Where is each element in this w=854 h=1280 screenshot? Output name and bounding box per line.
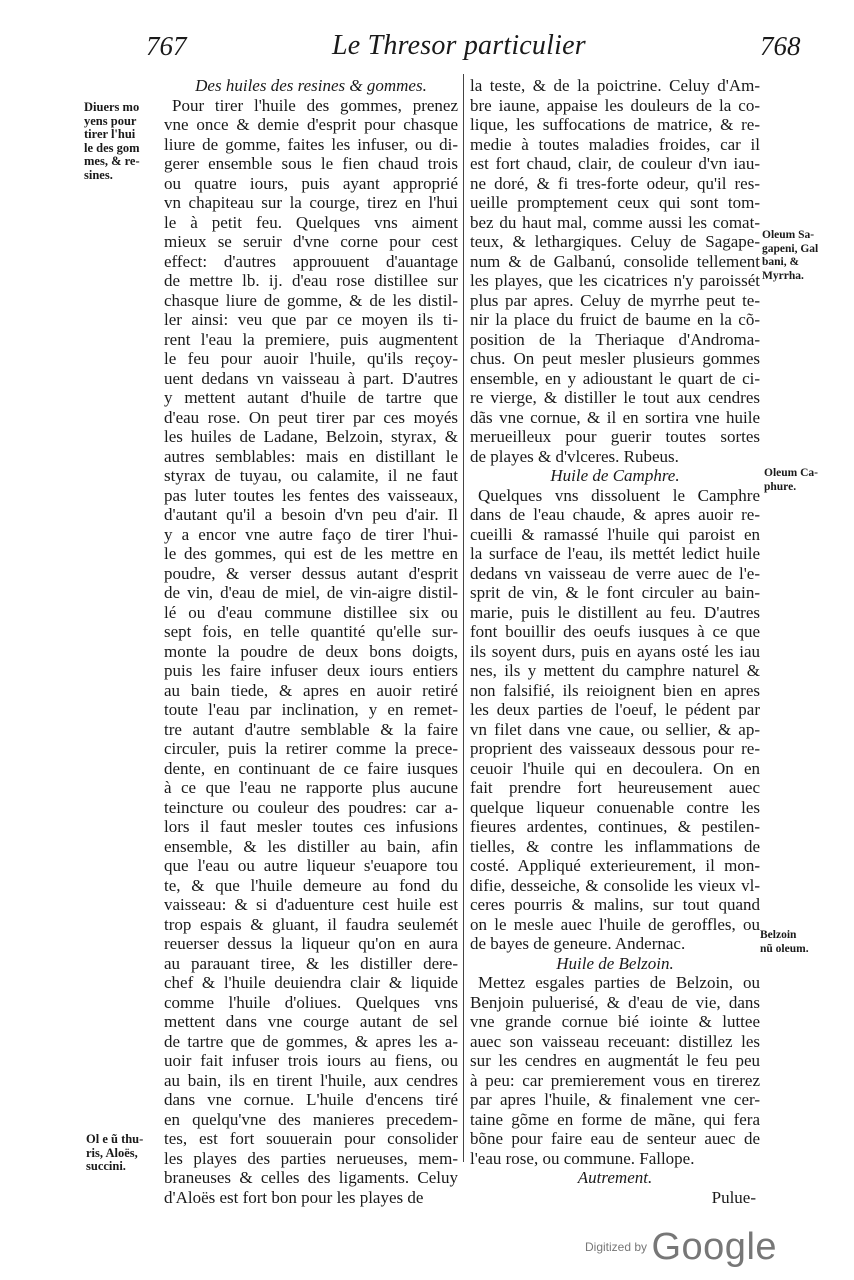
right-text-b (470, 486, 760, 954)
text-line: d'autant qu'il a besoin d'vn peu d'air. Il (164, 505, 458, 524)
margin-note-line: nũ oleum. (760, 942, 809, 955)
text-line: trop espais & gluant, il faudra seulemét (164, 914, 458, 934)
margin-note-left-2 (86, 1133, 160, 1174)
text-line: liure de gomme, faites les infuser, ou di- (164, 134, 458, 154)
margin-note-left-1 (84, 101, 158, 182)
text-line: comme l'huile d'oliues. Quelques vns (164, 992, 458, 1012)
text-line: on le mesle auec l'huile de geroffles, ou (470, 914, 760, 934)
margin-note-line: Oleum Sa- (762, 229, 815, 241)
margin-note-line: mes, & re- (84, 154, 140, 168)
text-line: ensemble, & les distiller au bain, afin (164, 836, 458, 856)
text-line: bõne pour faire eau de senteur auec de (470, 1129, 760, 1148)
text-line: la teste, & de la poictrine. Celuy d'Am- (470, 76, 760, 95)
text-line: ceuoir l'huile qui en decoulera. On en (470, 758, 760, 778)
text-line: Quelques vns dissoluent le Camphre (478, 485, 760, 505)
text-line: les playes des parties nerueuses, mem- (164, 1148, 458, 1168)
margin-note-right-1 (762, 229, 820, 283)
text-line: d'Aloës est fort bon pour les playes de (164, 1187, 424, 1207)
right-text-a (470, 76, 760, 466)
text-line: re vierge, & distiller le tout aux cendres (470, 388, 760, 407)
text-line: tielles, & contre les inflammations de (470, 836, 760, 856)
text-line: marie, puis le distillent au feu. D'autres (470, 602, 760, 622)
text-line: puis les faire infuser deux iours entiers (164, 661, 458, 680)
text-line: le feu pour auoir l'huile, qu'ils reçoy- (164, 349, 458, 368)
google-wordmark: Google (651, 1226, 778, 1268)
text-line: en quelqu'vne des manieres precedem- (164, 1109, 458, 1129)
section-heading-belzoin: Huile de Belzoin. (556, 953, 674, 973)
text-line: teincture ou couleur des poudres: car a- (164, 797, 458, 817)
left-column (164, 76, 458, 1207)
text-line: au bain tiede, & apres en auoir retiré (164, 680, 458, 700)
text-line: font bouillir des oeufs iusques à ce que (470, 622, 760, 641)
text-line: ou quatre iours, puis ayant approprié (164, 173, 458, 193)
margin-note-line: bani, & (762, 256, 800, 268)
text-line: monte la poudre de deux bons doigts, (164, 641, 458, 661)
page-number-left: 767 (146, 31, 187, 61)
text-line: ensemble, en y adioustant le quart de ci- (470, 368, 760, 388)
margin-note-line: succini. (86, 1159, 126, 1173)
text-line: dans vne cornue. L'huile d'encens tiré (164, 1090, 458, 1109)
text-line: mettent dans vne courge autant de sel (164, 1012, 458, 1031)
margin-note-line: Oleum Ca- (764, 467, 818, 479)
text-line: vn chapiteau sur la courge, tirez en l'hui (164, 193, 458, 212)
text-line: chasque liure de gomme, & de les distil- (164, 290, 458, 310)
text-line: auec son vaisseau receuant: distillez les (470, 1031, 760, 1051)
text-line: dãs vne cornue, & il en sortira vne huile (470, 407, 760, 427)
text-line: y a encor vne autre faço de tirer l'hui- (164, 524, 458, 544)
text-line: vaisseau: & si d'aduenture cest huile est (164, 895, 458, 914)
digitized-by-label: Digitized by (585, 1240, 648, 1254)
text-line: non falsifié, ils reioignent bien en apres (470, 680, 760, 700)
text-line: dans de l'eau chaude, & apres auoir re- (470, 505, 760, 524)
text-line: lé ou d'eau commune distillee six ou (164, 602, 458, 622)
text-line: d'eau rose. On peut tirer par ces moyés (164, 407, 458, 427)
text-line: les huiles de Ladane, Belzoin, styrax, & (164, 427, 458, 446)
right-column (470, 76, 760, 1207)
text-line: tes, est fort souuerain pour consolider (164, 1129, 458, 1148)
text-line: plus par apres. Celuy de myrrhe peut te- (470, 290, 760, 310)
margin-note-line: ris, Aloës, (86, 1145, 138, 1160)
text-line: Benjoin puluerisé, & d'eau de vie, dans (470, 992, 760, 1012)
section-heading-resines: Des huiles des resines & gommes. (195, 76, 427, 95)
text-line: uoir fait infuser trois iours au fiens, ou (164, 1051, 458, 1070)
section-heading-autrement: Autrement. (577, 1168, 653, 1187)
text-line: au bain, ils en tirent l'huile, aux cendres (164, 1070, 458, 1090)
left-text (164, 96, 458, 1208)
text-line: ne doré, & fi tres-forte odeur, qu'il res- (470, 173, 760, 193)
digitized-footer (585, 1226, 777, 1269)
text-line: de tartre que de gommes, & apres les a- (164, 1031, 458, 1051)
margin-note-line: Ol e ũ thu- (86, 1132, 144, 1146)
text-line: de mettre lb. ij. d'eau rose distillee sur (164, 271, 458, 290)
text-line: de playes & d'vlceres. Rubeus. (470, 446, 679, 466)
text-line: vn filet dans vne caue, ou sellier, & ap- (470, 719, 760, 739)
text-line: costé. Appliqué exterieurement, il mon- (470, 856, 760, 875)
text-line: nir la place du fruict de baume en la cõ- (470, 310, 760, 329)
text-line: ler ainsi: veu que par ce moyen ils ti- (164, 310, 458, 329)
text-line: toute l'eau par inclination, y en remet- (164, 700, 458, 719)
text-line: à peu: car premierement vous en tirerez (470, 1070, 760, 1090)
margin-note-line: gapeni, Gal (762, 242, 819, 255)
text-line: te, & que l'huile demeure au fond du (164, 875, 458, 895)
text-line: quelque liqueur conuenable contre les (470, 797, 760, 817)
margin-note-line: sines. (84, 167, 113, 182)
margin-note-line: tirer l'hui (84, 127, 136, 141)
text-line: circuler, puis la retirer comme la prece- (164, 739, 458, 758)
text-line: chef & l'huile deuiendra clair & liquide (164, 973, 458, 992)
text-line: cueilli & ramassé l'huile qui paroist en (470, 524, 760, 544)
text-line: dente, en continuant de ce faire iusques (164, 758, 458, 778)
text-line: au parauant tiree, & les distiller dere- (164, 953, 458, 973)
text-line: poudre, & verser dessus autant d'esprit (164, 563, 458, 583)
text-line: l'eau rose, ou commune. Fallope. (470, 1148, 695, 1168)
text-line: par apres l'huile, & finalement vne cer- (470, 1090, 760, 1109)
text-line: la surface de l'eau, ils mettét ledict huile (470, 544, 760, 563)
section-heading-camphre: Huile de Camphre. (550, 466, 680, 485)
running-title: Le Thresor particulier (332, 30, 586, 61)
text-line: les deux parties de l'oeuf, le pédent par (470, 700, 760, 719)
catchword: Pulue- (711, 1187, 756, 1207)
text-line: pas luter toutes les fentes des vaisseaux, (164, 485, 458, 505)
text-line: proprient des vaisseaux dessous pour re- (470, 739, 760, 758)
margin-note-right-3 (760, 929, 822, 956)
text-line: autres semblables: mais en distillant le (164, 446, 458, 466)
margin-note-line: Diuers mo (84, 100, 140, 114)
text-line: medie à toutes maladies froides, car il (470, 134, 760, 154)
text-line: sept fois, en telle quantité qu'elle sur- (164, 622, 458, 641)
text-line: le des gommes, qui est de les mettre en (164, 544, 458, 563)
text-line: y mettent autant d'huile de tartre que (164, 388, 458, 407)
page-number-right: 768 (760, 31, 801, 61)
text-line: sprit de vin, & le font circuler au bain- (470, 583, 760, 602)
text-line: ueille promptement ceux qui sont tom- (470, 193, 760, 212)
margin-note-line: Myrrha. (762, 269, 804, 282)
text-line: Mettez esgales parties de Belzoin, ou (478, 973, 760, 992)
text-line: de bayes de geneure. Andernac. (470, 934, 686, 953)
text-line: braneuses & celles des ligaments. Celuy (164, 1168, 458, 1187)
text-line: de vin, d'eau de miel, de vin-aigre distil- (164, 583, 458, 602)
text-line: que l'eau ou autre liqueur s'euapore tou (164, 856, 458, 875)
text-line: Pour tirer l'huile des gommes, prenez (172, 95, 458, 115)
text-line: le à petit feu. Quelques vns aiment (164, 212, 458, 232)
text-line: nes, ils y mettent du camphre naturel & (470, 661, 760, 680)
margin-note-line: yens pour (84, 113, 137, 128)
text-line: num & de Galbanú, consolide tellement (470, 251, 760, 271)
right-text-c (470, 973, 760, 1168)
text-line: mieux se seruir d'vne corne pour cest (164, 232, 458, 251)
margin-note-right-2 (764, 467, 822, 494)
text-line: taine gõme en forme de mãne, qui fera (470, 1109, 760, 1129)
column-divider (463, 74, 464, 1162)
text-line: tre autant d'autre semblable & la faire (164, 719, 458, 739)
text-line: ceres pourris & malins, sur tout quand (470, 895, 760, 914)
text-line: chus. On peut mesler plusieurs gommes (470, 349, 760, 368)
text-line: ils soyent durs, puis en ayans osté les iau (470, 641, 760, 661)
text-line: bre iaune, appaise les douleurs de la co- (470, 95, 760, 115)
text-line: reuerser dessus la liqueur qu'on en aura (164, 934, 458, 953)
text-line: à ce que l'eau ne rapporte plus aucune (164, 778, 458, 797)
text-line: vne grande cornue bié iointe & luttee (470, 1012, 760, 1031)
margin-note-line: Belzoin (760, 929, 797, 941)
text-line: les playes, que les cicatrices n'y paroissét (470, 271, 760, 290)
text-line: dedans vn vaisseau de verre auec de l'e- (470, 563, 760, 583)
text-line: vne once & demie d'esprit pour chasque (164, 115, 458, 134)
text-line: position de la Theriaque d'Androma- (470, 329, 760, 349)
text-line: uent dedans vn vaisseau à part. D'autres (164, 368, 458, 388)
text-line: lique, les suffocations de matrice, & re- (470, 115, 760, 134)
text-line: rent l'eau la premiere, puis augmentent (164, 329, 458, 349)
margin-note-line: phure. (764, 480, 797, 493)
text-line: fieures ardentes, continues, & pestilen- (470, 817, 760, 836)
text-line: effect: d'autres approuuent d'auantage (164, 251, 458, 271)
text-line: styrax de tuyau, ou calamite, il ne faut (164, 466, 458, 485)
text-line: est fort chaud, clair, de couleur d'vn iau- (470, 154, 760, 173)
text-line: teux, & lethargiques. Celuy de Sagape- (470, 232, 760, 251)
text-line: bez du haut mal, comme aussi les comat- (470, 212, 760, 232)
text-line: fait prendre fort heureusement auec (470, 778, 760, 797)
text-line: lors il faut mesler toutes ces infusions (164, 817, 458, 836)
text-line: difie, desseiche, & consolide les vieux vl- (470, 875, 760, 895)
text-line: sur les cendres en augmentát le feu peu (470, 1051, 760, 1070)
text-line: gerer ensemble sous le fien chaud trois (164, 154, 458, 173)
text-line: merueilleux pour guerir toutes sortes (470, 427, 760, 446)
margin-note-line: le des gom (84, 140, 140, 155)
